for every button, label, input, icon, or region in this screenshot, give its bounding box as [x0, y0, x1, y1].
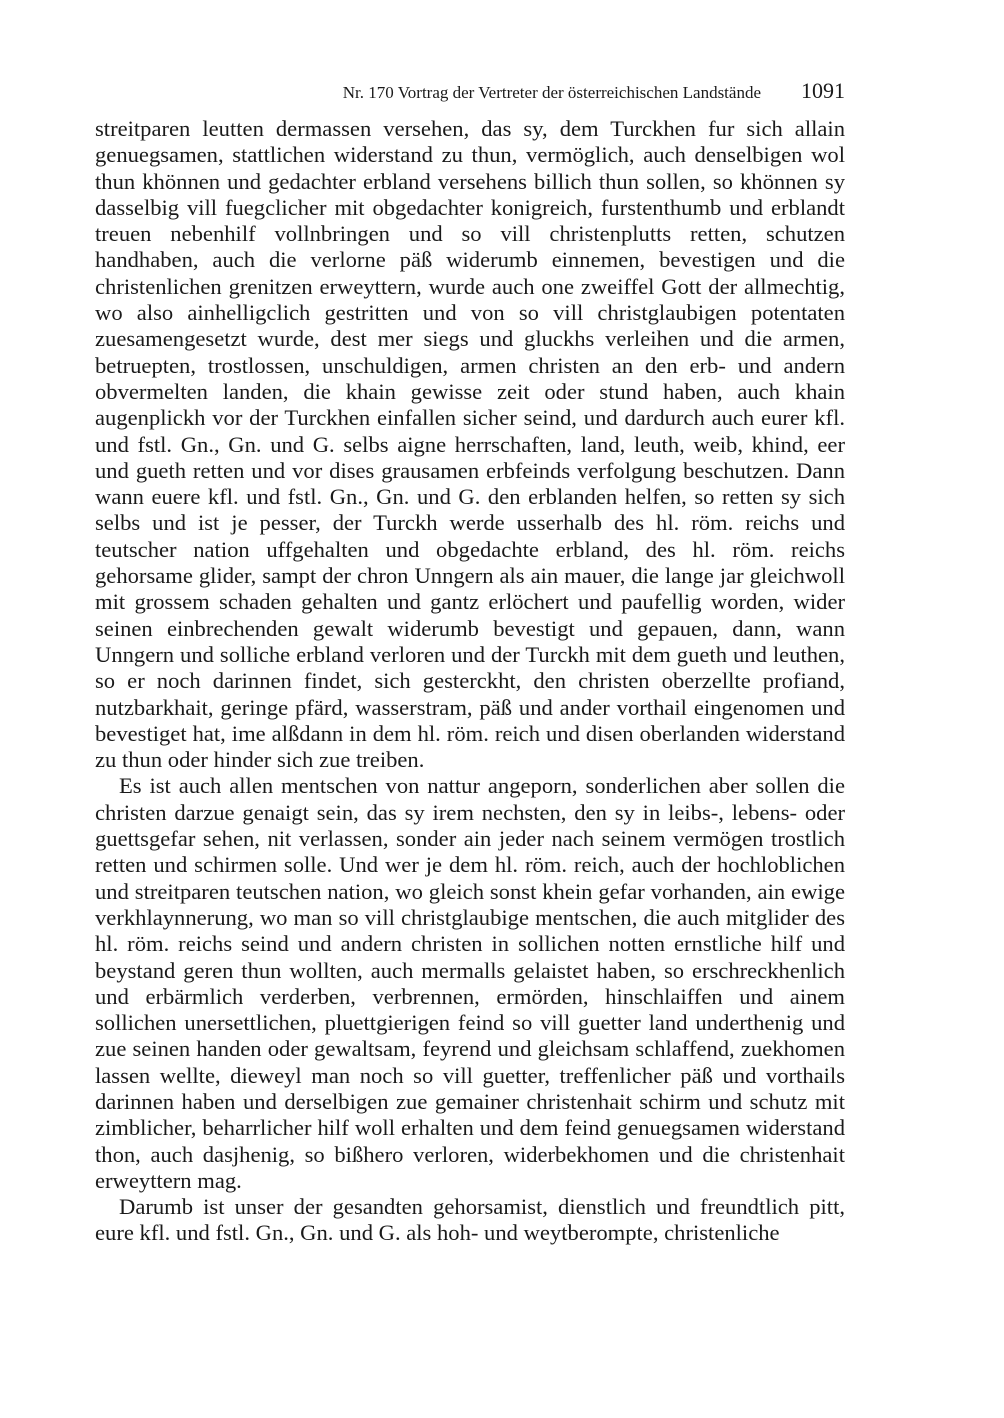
paragraph-1: streitparen leutten dermassen versehen, das sy, dem Turckhen fur sich allain genuegsamen, stattlichen widerstand zu thun, vermöglich, auch denselbigen wol thun khönnen und gedachter erbland versehens billich thun sollen, so khönnen sy dasselbig vill fuegclicher mit obgedachter konigreich, furstenthumb und erblandt treuen nebenhilf vollnbringen und so vill christenplutts retten, schutzen handhaben, auch die verlorne päß widerumb einnemen, bevestigen und die christenlichen grenitzen erweyttern, wurde auch one zweiffel Gott der allmechtig, wo also ainhelligclich gestritten und von so vill christglaubigen potentaten zuesamengesetzt wurde, dest mer siegs und gluckhs verleihen und die armen, betruepten, trostlossen, unschuldigen, armen christen an den erb- und andern obvermelten landen, die khain gewisse zeit oder stund haben, auch khain augenplickh vor der Turckhen einfallen sicher seind, und dardurch auch eurer kfl. und fstl. Gn., Gn. und G. selbs aigne herrschaften, land, leuth, weib, khind, eer und gueth retten und vor dises grausamen erbfeinds verfolgung beschutzen. Dann wann euere kfl. und fstl. Gn., Gn. und G. den erblanden helfen, so retten sy sich selbs und ist je pesser, der Turckh werde usserhalb des hl. röm. reichs und teutscher nation uffgehalten und obgedachte erbland, des hl. röm. reichs gehorsame glider, sampt der chron Unngern als ain mauer, die lange jar gleichwoll mit grossem schaden gehalten und gantz erlöchert und paufellig worden, wider seinen einbrechenden gewalt widerumb bevestigt und gepauen, dann, wann Unngern und solliche erbland verloren und der Turckh mit dem gueth und leuthen, so er noch darinnen findet, sich gesterckht, den christen oberzellte profiand, nutzbarkhait, geringe pfärd, wasserstram, päß und ander vorthail eingenomen und bevestiget hat, ime alßdann in dem hl. röm. reich und disen oberlanden widerstand zu thun oder hinder sich zue treiben. [95, 116, 845, 773]
running-title: Nr. 170 Vortrag der Vertreter der österreichischen Landstände [342, 83, 761, 102]
page-number: 1091 [801, 78, 845, 103]
paragraph-2: Es ist auch allen mentschen von nattur angeporn, sonderlichen aber sollen die christen darzue genaigt sein, das sy irem nechsten, den sy in leibs-, lebens- oder guettsgefar sehen, nit verlassen, sonder ain jeder nach seinem vermögen trostlich retten und schirmen solle. Und wer je dem hl. röm. reich, auch der hochloblichen und streitparen teutschen nation, wo gleich sonst khein gefar vorhanden, ain ewige verkhlaynnerung, wo man so vill christglaubige mentschen, die auch mitglider des hl. röm. reichs seind und andern christen in sollichen notten ernstliche hilf und beystand geren thun wollten, auch mermalls gelaistet haben, so erschreckhenlich und erbärmlich verderben, verbrennen, ermörden, hinschlaiffen und ainem sollichen unersettlichen, pluettgierigen feind so vill guetter land underthenig und zue seinen handen oder gewaltsam, feyrend und gleichsam schlaffend, zuekhomen lassen wellte, dieweyl man noch so vill guetter, treffenlicher päß und vorthails darinnen haben und derselbigen zue gemainer christenhait schirm und schutz mit zimblicher, beharrlicher hilf woll erhalten und dem feind genuegsamen widerstand thon, auch dasjhenig, so bißhero verloren, widerbekhomen und die christenhait erweyttern mag. [95, 773, 845, 1193]
page [95, 78, 845, 1247]
paragraph-3: Darumb ist unser der gesandten gehorsamist, dienstlich und freundtlich pitt, eure kfl. und fstl. Gn., Gn. und G. als hoh- und weytberompte, christenliche [95, 1194, 845, 1246]
body-text [95, 116, 845, 1247]
running-head [95, 78, 845, 110]
